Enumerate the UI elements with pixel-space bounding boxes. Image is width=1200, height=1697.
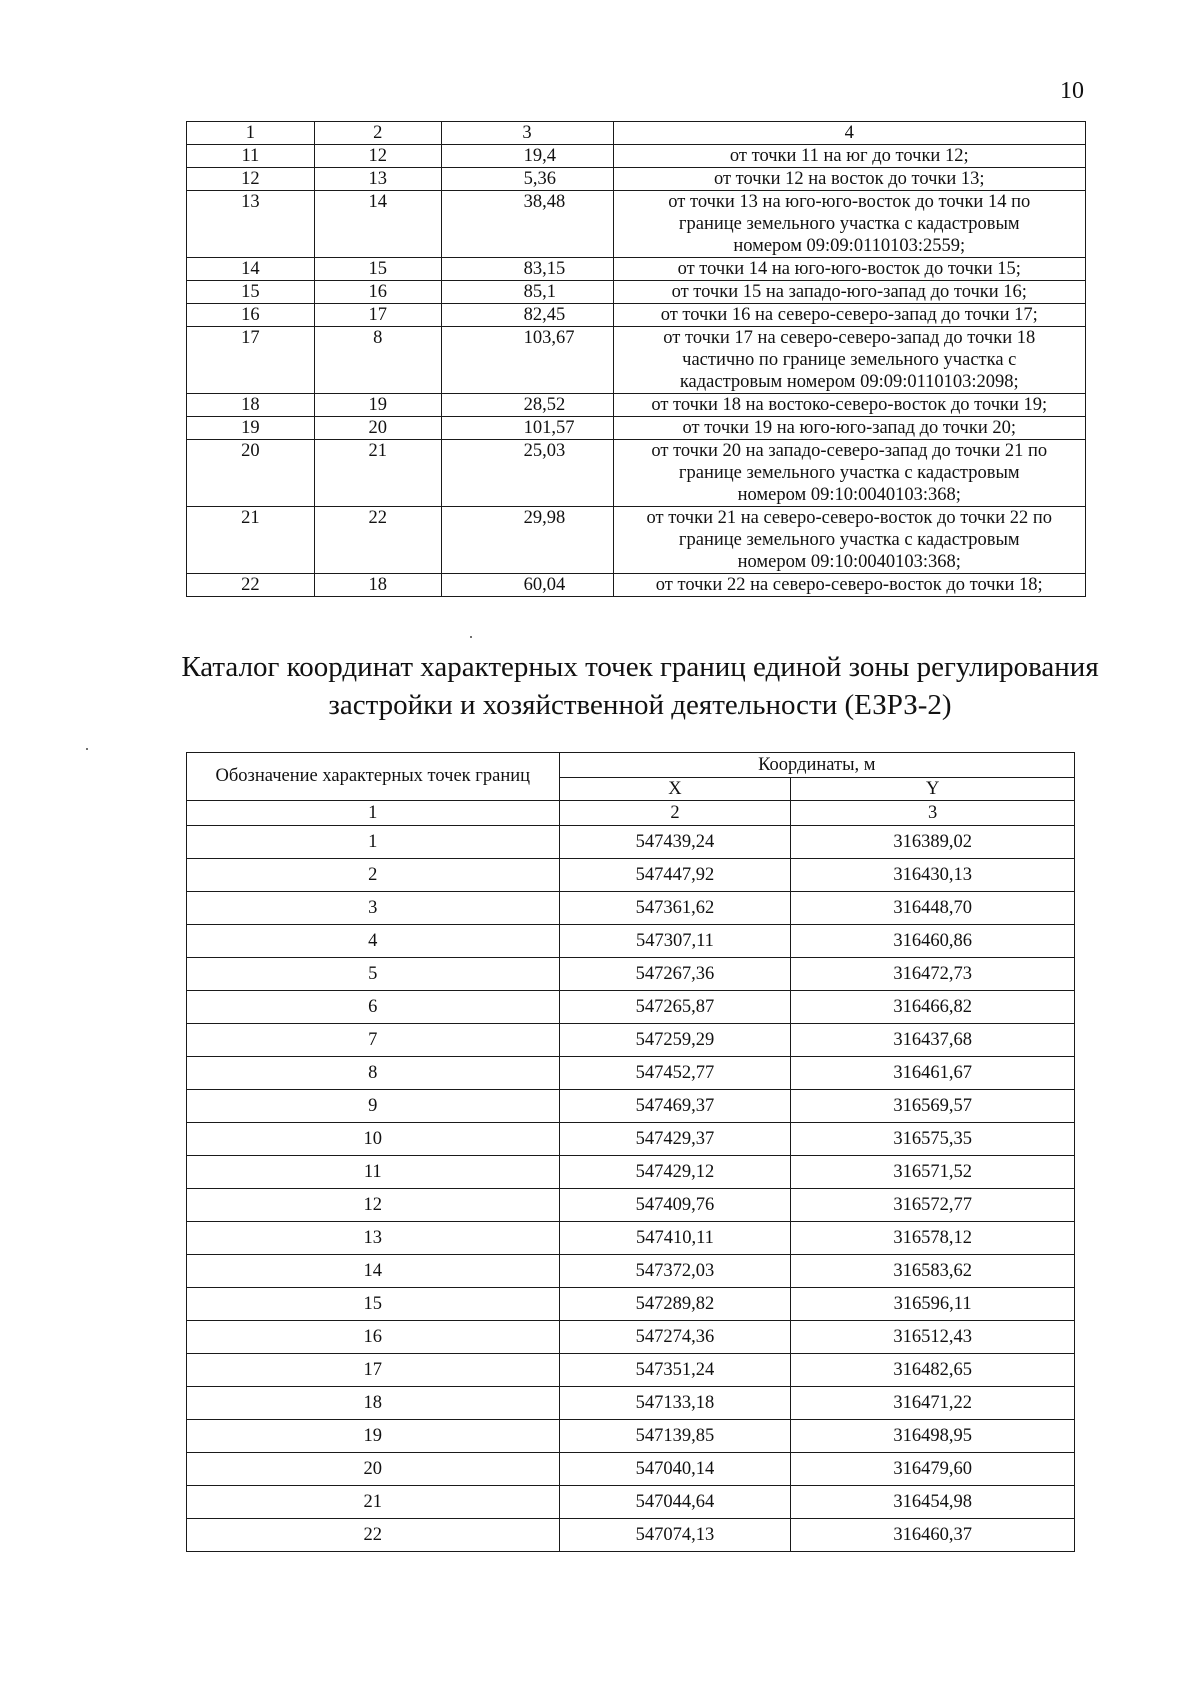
y-header: Y [791,778,1075,801]
segment-to-point: 18 [314,574,441,597]
coords-body [187,826,1075,1552]
y-coordinate: 316578,12 [791,1222,1075,1255]
coordinate-row [187,958,1075,991]
segment-description-line: от точки 13 на юго-юго-восток до точки 14 по [668,192,1031,212]
x-coordinate: 547361,62 [559,892,791,925]
segment-row [187,168,1086,191]
x-coordinate: 547429,37 [559,1123,791,1156]
segment-description [613,507,1085,574]
coordinate-row [187,1057,1075,1090]
coordinate-row [187,925,1075,958]
boundary-segments-table [186,121,1086,597]
coordinates-header: Координаты, м [559,753,1074,778]
segment-from-point: 16 [187,304,315,327]
segment-from-point: 14 [187,258,315,281]
segment-description-line: номером 09:09:0110103:2559; [733,236,966,256]
segment-description [613,417,1085,440]
segment-length: 25,03 [441,440,613,507]
segment-description [613,281,1085,304]
y-coordinate: 316454,98 [791,1486,1075,1519]
y-coordinate: 316479,60 [791,1453,1075,1486]
segment-description [613,168,1085,191]
coordinate-row [187,1189,1075,1222]
point-label: 14 [187,1255,560,1288]
segment-from-point: 11 [187,145,315,168]
x-coordinate: 547259,29 [559,1024,791,1057]
segment-length: 29,98 [441,507,613,574]
segments-col-number: 1 [187,122,315,145]
segment-description-line: от точки 15 на западо-юго-запад до точки 16; [671,282,1027,302]
x-coordinate: 547410,11 [559,1222,791,1255]
y-coordinate: 316437,68 [791,1024,1075,1057]
segment-description [613,258,1085,281]
coordinate-row [187,991,1075,1024]
segment-row [187,417,1086,440]
point-label: 10 [187,1123,560,1156]
segment-description-line: границе земельного участка с кадастровым [678,463,1020,483]
segment-row [187,191,1086,258]
segment-length: 101,57 [441,417,613,440]
y-coordinate: 316482,65 [791,1354,1075,1387]
x-coordinate: 547289,82 [559,1288,791,1321]
y-coordinate: 316569,57 [791,1090,1075,1123]
segment-to-point: 15 [314,258,441,281]
point-label: 5 [187,958,560,991]
segments-col-number: 2 [314,122,441,145]
point-label: 11 [187,1156,560,1189]
segment-row [187,258,1086,281]
segment-description-line: от точки 14 на юго-юго-восток до точки 15; [677,259,1021,279]
segment-description-line: от точки 22 на северо-северо-восток до точки 18; [655,575,1043,595]
point-label: 13 [187,1222,560,1255]
point-label: 19 [187,1420,560,1453]
scan-speck [470,636,472,638]
x-coordinate: 547074,13 [559,1519,791,1552]
segment-from-point: 19 [187,417,315,440]
coordinate-row [187,859,1075,892]
segments-col-number: 4 [613,122,1085,145]
segment-length: 85,1 [441,281,613,304]
segment-from-point: 20 [187,440,315,507]
catalog-title-line-1: Каталог координат характерных точек границ единой зоны регулирования [181,651,1099,683]
x-coordinate: 547372,03 [559,1255,791,1288]
coordinate-row [187,1420,1075,1453]
coordinate-row [187,1123,1075,1156]
point-label: 16 [187,1321,560,1354]
catalog-title [130,648,1150,724]
segment-from-point: 13 [187,191,315,258]
y-coordinate: 316430,13 [791,859,1075,892]
point-label: 3 [187,892,560,925]
point-label: 18 [187,1387,560,1420]
x-coordinate: 547274,36 [559,1321,791,1354]
y-coordinate: 316471,22 [791,1387,1075,1420]
y-coordinate: 316572,77 [791,1189,1075,1222]
x-coordinate: 547452,77 [559,1057,791,1090]
point-label: 12 [187,1189,560,1222]
segment-row [187,327,1086,394]
y-coordinate: 316583,62 [791,1255,1075,1288]
segment-length: 38,48 [441,191,613,258]
y-coordinate: 316575,35 [791,1123,1075,1156]
segment-length: 5,36 [441,168,613,191]
segment-description-line: от точки 20 на западо-северо-запад до точки 21 по [651,441,1048,461]
segment-to-point: 21 [314,440,441,507]
y-coordinate: 316472,73 [791,958,1075,991]
segments-header-row [187,122,1086,145]
segment-row [187,507,1086,574]
segment-description-line: от точки 21 на северо-северо-восток до точки 22 по [646,508,1053,528]
segment-to-point: 13 [314,168,441,191]
segment-description [613,304,1085,327]
segment-length: 60,04 [441,574,613,597]
segment-from-point: 12 [187,168,315,191]
coords-col-number: 3 [791,801,1075,826]
segment-description-line: от точки 12 на восток до точки 13; [713,169,985,189]
y-coordinate: 316461,67 [791,1057,1075,1090]
coordinate-row [187,826,1075,859]
segments-body [187,145,1086,597]
segment-row [187,281,1086,304]
segment-description [613,191,1085,258]
segment-length: 83,15 [441,258,613,281]
segment-description-line: номером 09:10:0040103:368; [737,552,961,572]
segment-length: 19,4 [441,145,613,168]
point-label: 6 [187,991,560,1024]
point-label: 2 [187,859,560,892]
segment-row [187,145,1086,168]
y-coordinate: 316460,86 [791,925,1075,958]
segment-description [613,440,1085,507]
x-coordinate: 547439,24 [559,826,791,859]
point-label: 15 [187,1288,560,1321]
y-coordinate: 316448,70 [791,892,1075,925]
coords-col-number: 2 [559,801,791,826]
point-label: 7 [187,1024,560,1057]
segment-description-line: от точки 19 на юго-юго-запад до точки 20; [682,418,1017,438]
segment-to-point: 14 [314,191,441,258]
y-coordinate: 316498,95 [791,1420,1075,1453]
segment-row [187,440,1086,507]
segment-description-line: от точки 17 на северо-северо-запад до точки 18 [663,328,1036,348]
segment-length: 82,45 [441,304,613,327]
segment-description [613,394,1085,417]
segment-description-line: кадастровым номером 09:09:0110103:2098; [679,372,1019,392]
y-coordinate: 316460,37 [791,1519,1075,1552]
segment-to-point: 17 [314,304,441,327]
coordinate-row [187,1387,1075,1420]
segment-from-point: 22 [187,574,315,597]
segment-row [187,574,1086,597]
x-coordinate: 547139,85 [559,1420,791,1453]
point-label: 1 [187,826,560,859]
coordinate-row [187,1024,1075,1057]
coordinate-row [187,1156,1075,1189]
y-coordinate: 316571,52 [791,1156,1075,1189]
segment-from-point: 15 [187,281,315,304]
coordinate-row [187,1321,1075,1354]
segment-to-point: 22 [314,507,441,574]
segment-row [187,394,1086,417]
x-coordinate: 547469,37 [559,1090,791,1123]
point-label: 22 [187,1519,560,1552]
coordinate-row [187,1090,1075,1123]
segment-from-point: 17 [187,327,315,394]
segment-to-point: 16 [314,281,441,304]
segment-description [613,145,1085,168]
coordinate-row [187,892,1075,925]
point-label: 20 [187,1453,560,1486]
segment-from-point: 21 [187,507,315,574]
segment-description-line: от точки 16 на северо-северо-запад до точки 17; [660,305,1038,325]
point-label: 21 [187,1486,560,1519]
catalog-title-line-2: застройки и хозяйственной деятельности (ЕЗРЗ-2) [328,689,952,721]
segment-description [613,327,1085,394]
segment-description-line: от точки 18 на востоко-северо-восток до точки 19; [651,395,1048,415]
x-coordinate: 547265,87 [559,991,791,1024]
coordinate-row [187,1486,1075,1519]
x-coordinate: 547409,76 [559,1189,791,1222]
segment-description-line: границе земельного участка с кадастровым [678,530,1020,550]
coordinate-row [187,1354,1075,1387]
y-coordinate: 316596,11 [791,1288,1075,1321]
x-coordinate: 547040,14 [559,1453,791,1486]
segment-description [613,574,1085,597]
y-coordinate: 316466,82 [791,991,1075,1024]
x-coordinate: 547044,64 [559,1486,791,1519]
scan-speck [86,748,88,750]
coordinate-row [187,1222,1075,1255]
page-number: 10 [1060,78,1084,104]
segment-to-point: 8 [314,327,441,394]
x-coordinate: 547351,24 [559,1354,791,1387]
segment-to-point: 20 [314,417,441,440]
point-label: 4 [187,925,560,958]
segment-description-line: частично по границе земельного участка с [682,350,1017,370]
segment-description-line: от точки 11 на юг до точки 12; [729,146,969,166]
segment-to-point: 19 [314,394,441,417]
x-coordinate: 547429,12 [559,1156,791,1189]
segment-description-line: номером 09:10:0040103:368; [737,485,961,505]
point-label: 9 [187,1090,560,1123]
segment-length: 28,52 [441,394,613,417]
segment-row [187,304,1086,327]
coordinates-table [186,752,1075,1552]
x-coordinate: 547133,18 [559,1387,791,1420]
coordinate-row [187,1288,1075,1321]
coordinate-row [187,1519,1075,1552]
segment-from-point: 18 [187,394,315,417]
x-coordinate: 547267,36 [559,958,791,991]
segment-description-line: границе земельного участка с кадастровым [678,214,1020,234]
x-coordinate: 547447,92 [559,859,791,892]
y-coordinate: 316389,02 [791,826,1075,859]
coordinate-row [187,1255,1075,1288]
coordinate-row [187,1453,1075,1486]
point-label: 17 [187,1354,560,1387]
segments-col-number: 3 [441,122,613,145]
segment-length: 103,67 [441,327,613,394]
coords-column-number-row [187,801,1075,826]
segment-to-point: 12 [314,145,441,168]
y-coordinate: 316512,43 [791,1321,1075,1354]
coords-header-row [187,753,1075,778]
x-coordinate: 547307,11 [559,925,791,958]
x-header: X [559,778,791,801]
point-designation-header: Обозначение характерных точек границ [187,753,560,801]
point-label: 8 [187,1057,560,1090]
coords-col-number: 1 [187,801,560,826]
